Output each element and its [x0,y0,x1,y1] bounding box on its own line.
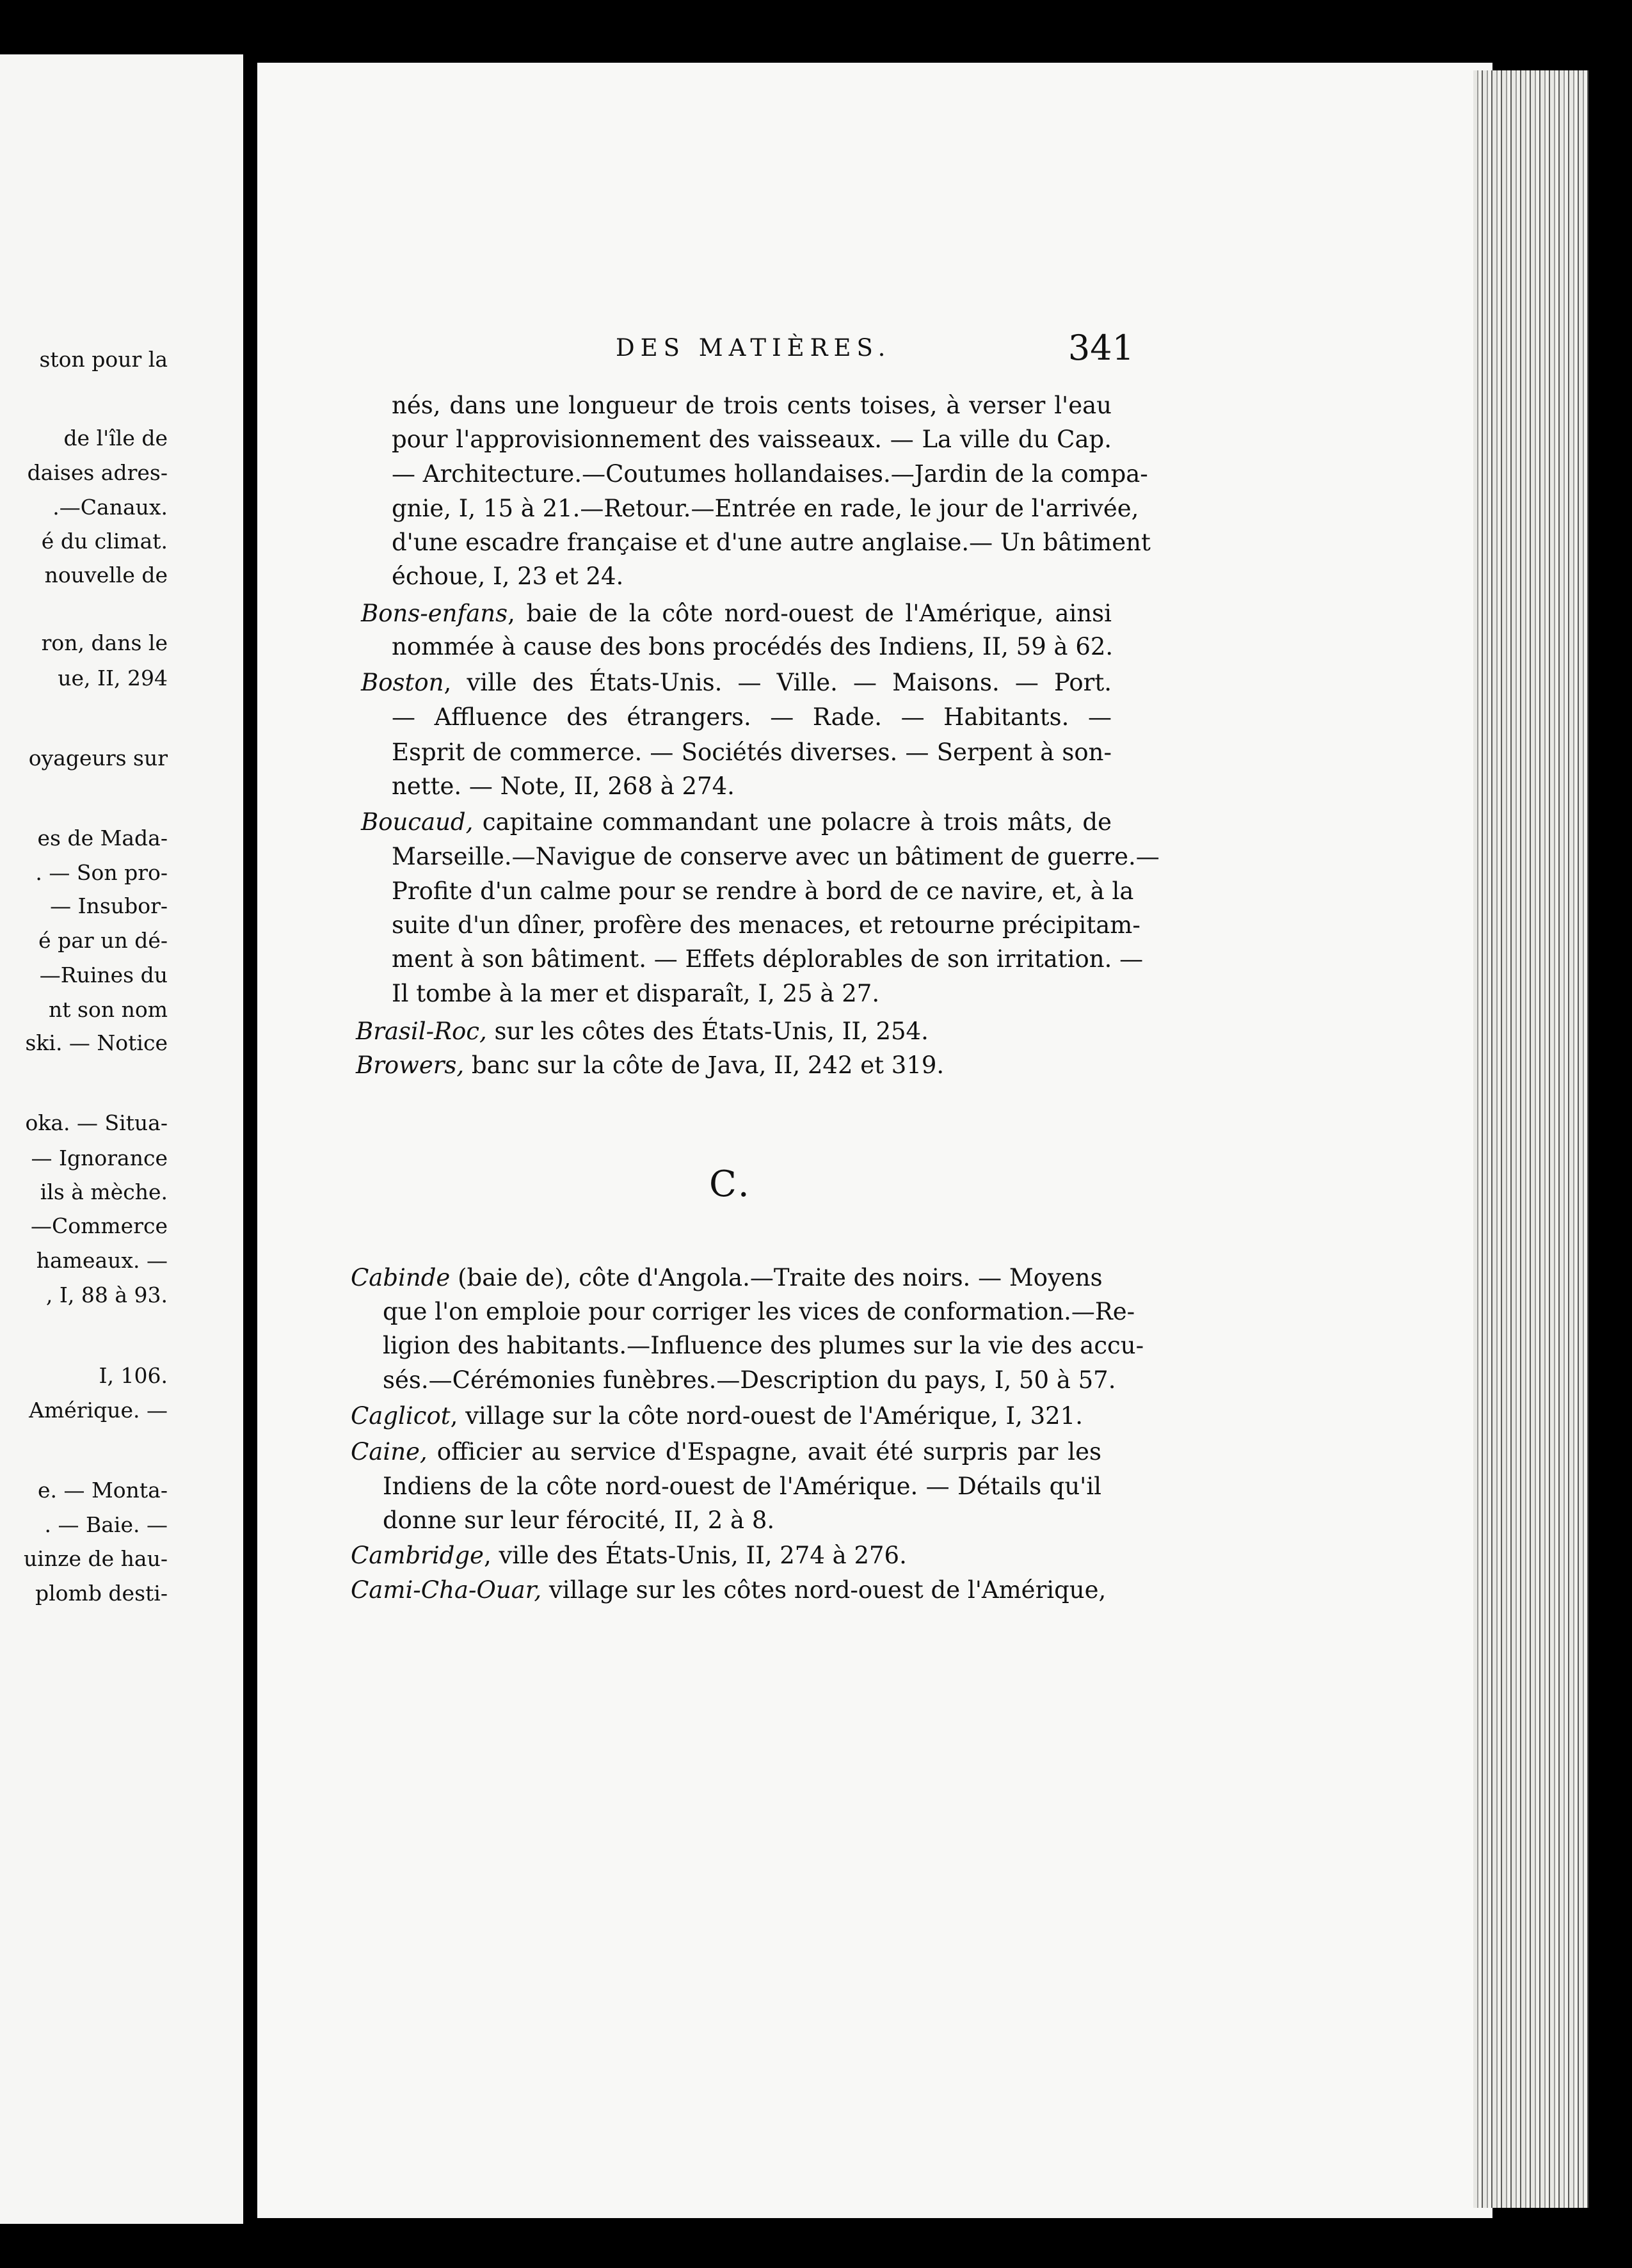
index-entry-text: Indiens de la côte nord-ouest de l'Amérique. — Détails qu'il [383,1473,1101,1500]
index-entry-line [392,843,1160,870]
index-entry-line [392,394,1112,417]
index-entry-text: ligion des habitants.—Influence des plumes sur la vie des accu- [383,1332,1144,1359]
index-entry-text: pour l'approvisionnement des vaisseaux. — La ville du Cap. [392,426,1112,453]
left-page-fragment [0,54,243,2224]
index-entry-line [392,740,1112,764]
left-page-line: hameaux. — [36,1248,168,1273]
index-headword: Cami-Cha-Ouar, [351,1576,542,1604]
index-headword: Bons-enfans [361,600,508,627]
index-entry-line [383,1332,1144,1359]
index-entry-line [392,945,1144,973]
left-page-line: nouvelle de [44,563,168,587]
index-entry-text: ment à son bâtiment. — Effets déplorables de son irritation. — [392,945,1144,973]
index-entry-text: officier au service d'Espagne, avait été surpris par les [427,1438,1101,1465]
index-entry-line [392,529,1151,556]
left-page-line: de l'île de [63,426,168,451]
index-entry-line [361,602,1112,625]
index-entry-text: Marseille.—Navigue de conserve avec un bâtiment de guerre.— [392,843,1160,870]
index-entry-text: nette. — Note, II, 268 à 274. [392,772,735,800]
index-entry-line [392,705,1112,729]
left-page-line: —Commerce [30,1213,168,1238]
index-entry-line [392,427,1112,451]
index-headword: Cabinde [351,1264,451,1291]
index-entry-line [392,635,1113,659]
index-entry-text: sur les côtes des États-Unis, II, 254. [486,1018,929,1045]
left-page-line: daises adres- [27,460,168,485]
index-entry-line [383,1508,774,1532]
index-entry-line [356,1019,929,1043]
left-page-line: ston pour la [39,347,168,372]
left-page-line: .—Canaux. [52,495,168,520]
running-title: DES MATIÈRES. [616,334,892,362]
left-page-line: é par un dé- [38,928,168,953]
left-page-line: ski. — Notice [25,1030,168,1055]
index-headword: Browers, [356,1051,465,1079]
page-number: 341 [1068,328,1134,368]
index-entry-text: , village sur la côte nord-ouest de l'Amérique, I, 321. [450,1402,1083,1430]
index-entry-text: d'une escadre française et d'une autre anglaise.— Un bâtiment [392,529,1151,556]
section-letter: C. [709,1163,752,1205]
index-entry-line [383,1368,1116,1392]
index-entry-line [392,460,1148,488]
index-headword: Caine, [351,1438,428,1465]
index-entry-text: nés, dans une longueur de trois cents toises, à verser l'eau [392,392,1112,419]
left-page-line: oyageurs sur [28,746,168,771]
left-page-line: — Ignorance [31,1146,168,1170]
left-page-line: , I, 88 à 93. [45,1282,168,1307]
index-entry-text: banc sur la côte de Java, II, 242 et 319. [464,1051,945,1079]
left-page-line: e. — Monta- [38,1478,168,1503]
left-page-line: ue, II, 294 [58,666,168,691]
index-entry-text: (baie de), côte d'Angola.—Traite des noirs. — Moyens [450,1264,1103,1291]
index-entry-line [351,1404,1083,1428]
left-page-line: . — Baie. — [44,1512,168,1537]
left-page-line: plomb desti- [35,1581,168,1606]
page-edges [1473,70,1588,2208]
running-header [616,328,1134,366]
index-entry-text: Esprit de commerce. — Sociétés diverses. — Serpent à son- [392,739,1112,766]
index-entry-text: Profite d'un calme pour se rendre à bord de ce navire, et, à la [392,877,1134,905]
index-entry-text: gnie, I, 15 à 21.—Retour.—Entrée en rade, le jour de l'arrivée, [392,495,1139,522]
index-entry-text: échoue, I, 23 et 24. [392,563,624,590]
index-entry-text: village sur les côtes nord-ouest de l'Amérique, [541,1576,1107,1604]
index-entry-text: , ville des États-Unis. — Ville. — Maisons. — Port. [444,669,1112,696]
index-headword: Brasil-Roc, [356,1018,487,1045]
left-page-line: . — Son pro- [35,860,168,885]
index-entry-text: suite d'un dîner, profère des menaces, et retourne précipitam- [392,911,1140,939]
index-entry-line [351,1266,1101,1290]
right-page [257,63,1492,2218]
index-entry-line [351,1544,907,1567]
index-entry-line [356,1053,944,1077]
left-page-line: — Insubor- [50,893,168,918]
index-entry-line [351,1440,1101,1464]
index-headword: Caglicot [351,1402,451,1430]
index-entry-text: , ville des États-Unis, II, 274 à 276. [483,1542,907,1569]
index-entry-line [351,1578,1106,1602]
index-entry-text: Il tombe à la mer et disparaît, I, 25 à 27. [392,980,880,1007]
left-page-line: uinze de hau- [24,1546,168,1571]
index-entry-line [392,911,1140,939]
index-entry-text: nommée à cause des bons procédés des Indiens, II, 59 à 62. [392,633,1114,660]
index-headword: Cambridge [351,1542,484,1569]
index-entry-line [392,495,1139,522]
left-page-line: es de Mada- [37,826,168,850]
index-entry-line [361,810,1112,834]
index-entry-line [392,774,735,798]
index-headword: Boston [361,669,444,696]
index-entry-line [383,1474,1101,1498]
index-entry-text: sés.—Cérémonies funèbres.—Description du pays, I, 50 à 57. [383,1366,1116,1394]
left-page-line: —Ruines du [39,962,168,987]
left-page-line: ron, dans le [41,630,168,655]
left-page-line: ils à mèche. [40,1179,168,1204]
index-entry-line [392,877,1134,905]
index-entry-text: — Architecture.—Coutumes hollandaises.—Jardin de la compa- [392,460,1148,488]
left-page-line: Amérique. — [29,1398,168,1423]
index-entry-text: donne sur leur férocité, II, 2 à 8. [383,1506,775,1534]
index-entry-line [392,982,879,1005]
left-page-line: oka. — Situa- [25,1110,168,1135]
index-entry-line [361,671,1112,694]
book-gutter [243,0,257,2268]
index-entry-text: capitaine commandant une polacre à trois mâts, de [473,808,1112,836]
index-entry-line [383,1298,1135,1325]
left-page-line: nt son nom [49,997,168,1022]
index-entry-text: , baie de la côte nord-ouest de l'Amérique, ainsi [508,600,1112,627]
index-entry-text: — Affluence des étrangers. — Rade. — Habitants. — [392,703,1112,731]
left-page-line: é du climat. [41,529,168,554]
left-page-line: I, 106. [99,1363,168,1388]
index-entry-line [392,564,623,588]
index-headword: Boucaud, [361,808,474,836]
index-entry-text: que l'on emploie pour corriger les vices de conformation.—Re- [383,1298,1135,1325]
